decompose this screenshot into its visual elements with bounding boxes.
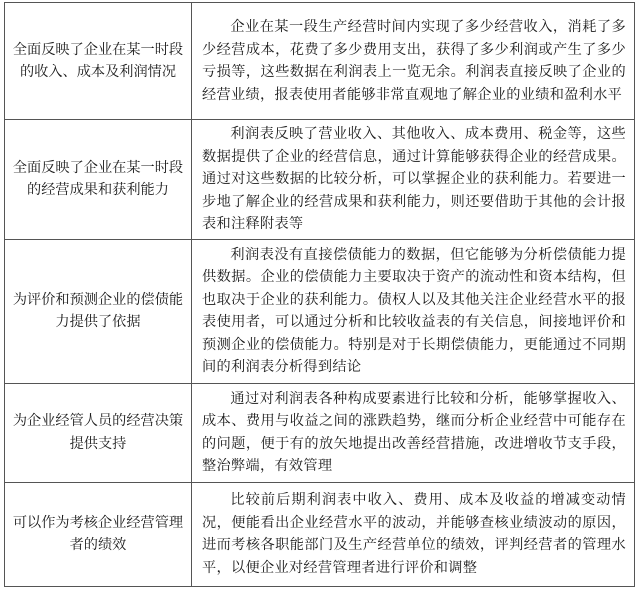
table-row bbox=[5, 239, 635, 383]
row-label: 全面反映了企业在某一时段的经营成果和获利能力 bbox=[5, 120, 192, 240]
row-description: 通过对利润表各种构成要素进行比较和分析，能够掌握收入、成本、费用与收益之间的涨跌趋势，继而分析企业经营中可能存在的问题，便于有的放矢地提出改善经营措施，改进增收节支手段，整治弊端，有效管理 bbox=[192, 383, 635, 482]
row-label: 全面反映了企业在某一时段的收入、成本及利润情况 bbox=[5, 3, 192, 120]
row-description: 利润表没有直接偿债能力的数据，但它能够为分析偿债能力提供数据。企业的偿债能力主要取决于资产的流动性和资本结构，但也取决于企业的获利能力。债权人以及其他关注企业经营水平的报表使用者，可以通过分析和比较收益表的有关信息，间接地评价和预测企业的偿债能力。特别是对于长期偿债能力，更能通过不同期间的利润表分析得到结论 bbox=[192, 239, 635, 383]
profit-statement-table bbox=[4, 2, 635, 587]
table-row bbox=[5, 482, 635, 586]
row-label: 可以作为考核企业经营管理者的绩效 bbox=[5, 482, 192, 586]
row-label: 为评价和预测企业的偿债能力提供了依据 bbox=[5, 239, 192, 383]
row-description: 利润表反映了营业收入、其他收入、成本费用、税金等，这些数据提供了企业的经营信息，通过计算能够获得企业的经营成果。通过对这些数据的比较分析，可以掌握企业的获利能力。若要进一步地了解企业的经营成果和获利能力，则还要借助于其他的会计报表和注释附表等 bbox=[192, 120, 635, 240]
row-label: 为企业经管人员的经营决策提供支持 bbox=[5, 383, 192, 482]
row-description: 企业在某一段生产经营时间内实现了多少经营收入，消耗了多少经营成本，花费了多少费用支出，获得了多少利润或产生了多少亏损等，这些数据在利润表上一览无余。利润表直接反映了企业的经营业绩，报表使用者能够非常直观地了解企业的业绩和盈利水平 bbox=[192, 3, 635, 120]
table-row bbox=[5, 3, 635, 120]
table-row bbox=[5, 383, 635, 482]
table-row bbox=[5, 120, 635, 240]
row-description: 比较前后期利润表中收入、费用、成本及收益的增减变动情况，便能看出企业经营水平的波动，并能够查核业绩波动的原因，进而考核各职能部门及生产经营单位的绩效，评判经营者的管理水平，以便企业对经营管理者进行评价和调整 bbox=[192, 482, 635, 586]
